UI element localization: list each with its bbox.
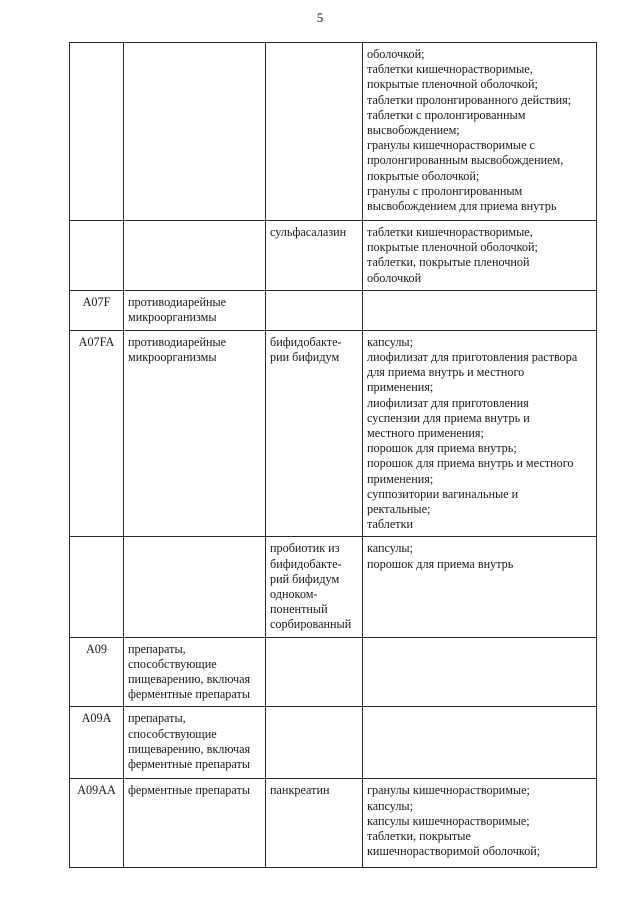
drug-classification-table [69, 42, 597, 868]
cell-text-line: пробиотик из [270, 541, 340, 556]
page-number: 5 [316, 10, 324, 25]
group-name-cell [124, 707, 266, 779]
cell-text-line: понентный [270, 602, 328, 617]
dosage-forms-cell [363, 43, 597, 221]
cell-text-line: микроорганизмы [128, 350, 217, 365]
cell-text-line: применения; [367, 471, 434, 486]
atc-code-cell: A09AA [70, 779, 124, 868]
cell-text-line: таблетки пролонгированного действия; [367, 92, 572, 107]
dosage-forms-cell [363, 779, 597, 868]
group-name-cell [124, 221, 266, 291]
cell-text-line: суппозитории вагинальные и [367, 486, 519, 501]
cell-text-line: местного применения; [367, 426, 484, 441]
cell-text-line: покрытые пленочной оболочкой; [367, 77, 538, 92]
cell-text-line: бифидобакте- [270, 334, 342, 349]
cell-text-line: для приема внутрь и местного [367, 365, 525, 380]
group-name-cell [124, 330, 266, 537]
cell-text-line: суспензии для приема внутрь и [367, 410, 530, 425]
cell-text-line: таблетки, покрытые [367, 829, 471, 844]
table-row [70, 537, 597, 637]
dosage-forms-cell [363, 637, 597, 707]
cell-text-line: оболочкой; [367, 47, 425, 61]
cell-text-line: бифидобакте- [270, 556, 342, 571]
atc-code-cell [70, 537, 124, 637]
cell-text-line: препараты, [128, 711, 186, 726]
table-row [70, 779, 597, 868]
atc-code-cell [70, 221, 124, 291]
cell-text-line: порошок для приема внутрь и местного [367, 456, 574, 471]
cell-text-line: ректальные; [367, 502, 431, 517]
cell-text-line: применения; [367, 380, 434, 395]
cell-text-line: пролонгированным высвобождением, [367, 153, 564, 168]
cell-text-line: капсулы; [367, 798, 413, 813]
cell-text-line: ферментные препараты [128, 687, 251, 702]
atc-code-cell: A07FA [70, 330, 124, 537]
cell-text-line: противодиарейные [128, 294, 227, 309]
cell-text-line: лиофилизат для приготовления раствора [367, 350, 578, 365]
substance-cell [266, 637, 363, 707]
dosage-forms-cell [363, 221, 597, 291]
cell-text-line: сорбированный [270, 617, 352, 632]
cell-text-line: пищеварению, включая [128, 741, 251, 756]
cell-text-line: панкреатин [270, 783, 330, 798]
cell-text-line: таблетки кишечнорастворимые, [367, 62, 533, 77]
substance-cell [266, 537, 363, 637]
cell-text-line: покрытые оболочкой; [367, 168, 480, 183]
table-row [70, 221, 597, 291]
cell-text-line: способствующие [128, 656, 217, 671]
cell-text-line: покрытые пленочной оболочкой; [367, 240, 538, 255]
cell-text-line: порошок для приема внутрь; [367, 441, 517, 456]
group-name-cell [124, 290, 266, 330]
cell-text-line: одноком- [270, 587, 318, 602]
cell-text-line: кишечнорастворимой оболочкой; [367, 844, 541, 859]
cell-text-line: ферментные препараты [128, 783, 251, 798]
cell-text-line: таблетки кишечнорастворимые, [367, 225, 533, 239]
cell-text-line: высвобождением; [367, 123, 460, 138]
cell-text-line: способствующие [128, 726, 217, 741]
cell-text-line: таблетки [367, 517, 414, 532]
cell-text-line: оболочкой [367, 270, 422, 285]
substance-cell [266, 221, 363, 291]
cell-text-line: таблетки, покрытые пленочной [367, 255, 530, 270]
cell-text-line: сульфасалазин [270, 225, 347, 239]
substance-cell [266, 290, 363, 330]
dosage-forms-cell [363, 707, 597, 779]
table-row [70, 637, 597, 707]
atc-code-cell: A09A [70, 707, 124, 779]
table-row [70, 290, 597, 330]
cell-text-line: высвобождением для приема внутрь [367, 199, 557, 214]
group-name-cell [124, 637, 266, 707]
cell-text-line: рий бифидум [270, 571, 340, 586]
cell-text-line: противодиарейные [128, 334, 227, 349]
cell-text-line: рии бифидум [270, 350, 340, 365]
substance-cell [266, 330, 363, 537]
atc-code-cell: A07F [70, 290, 124, 330]
substance-cell [266, 779, 363, 868]
group-name-cell [124, 43, 266, 221]
group-name-cell [124, 537, 266, 637]
dosage-forms-cell [363, 330, 597, 537]
cell-text-line: капсулы кишечнорастворимые; [367, 813, 530, 828]
table-row [70, 707, 597, 779]
substance-cell [266, 43, 363, 221]
group-name-cell [124, 779, 266, 868]
table-body [70, 43, 597, 868]
cell-text-line: капсулы; [367, 334, 413, 349]
table-row [70, 43, 597, 221]
table-row [70, 330, 597, 537]
cell-text-line: таблетки с пролонгированным [367, 107, 526, 122]
cell-text-line: препараты, [128, 641, 186, 656]
atc-code-cell [70, 43, 124, 221]
cell-text-line: порошок для приема внутрь [367, 556, 514, 571]
dosage-forms-cell [363, 537, 597, 637]
cell-text-line: микроорганизмы [128, 310, 217, 325]
substance-cell [266, 707, 363, 779]
atc-code-cell: A09 [70, 637, 124, 707]
dosage-forms-cell [363, 290, 597, 330]
cell-text-line: капсулы; [367, 541, 413, 556]
cell-text-line: лиофилизат для приготовления [367, 395, 529, 410]
cell-text-line: пищеварению, включая [128, 672, 251, 687]
cell-text-line: гранулы кишечнорастворимые; [367, 783, 530, 798]
cell-text-line: гранулы с пролонгированным [367, 183, 523, 198]
cell-text-line: ферментные препараты [128, 757, 251, 772]
cell-text-line: гранулы кишечнорастворимые с [367, 138, 535, 153]
